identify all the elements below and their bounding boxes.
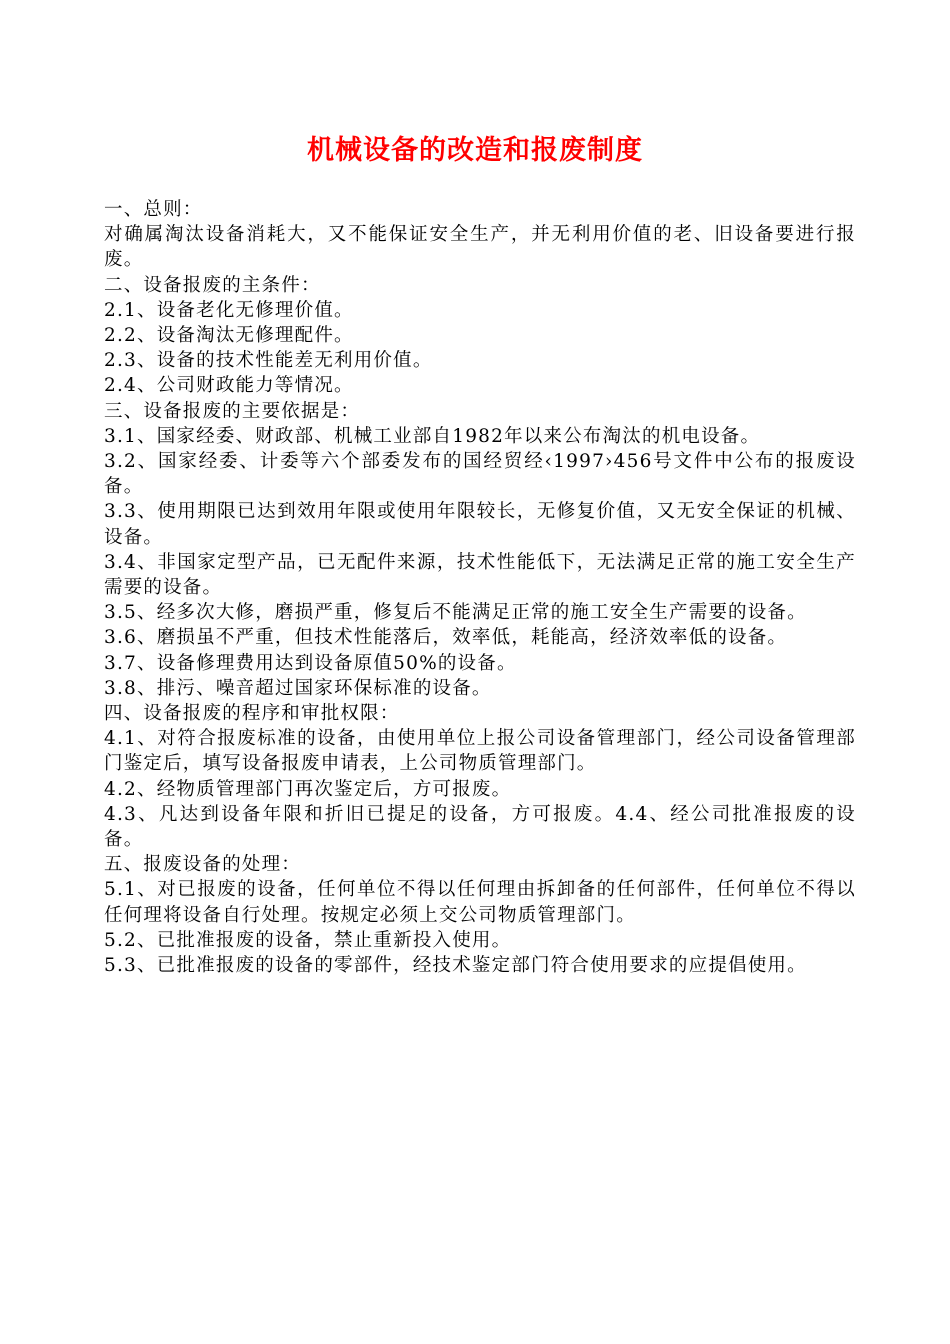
document-title: 机械设备的改造和报废制度 [307,135,643,166]
list-item-5-1: 5.1、对已报废的设备，任何单位不得以任何理由拆卸备的任何部件，任何单位不得以任何理将设备自行处理。按规定必须上交公司物质管理部门。 [104,879,856,926]
document-body [104,197,856,978]
list-item-4-2: 4.2、经物质管理部门再次鉴定后，方可报废。 [104,778,512,800]
section-heading-basis: 三、设备报废的主要依据是： [104,400,361,422]
section-heading-general: 一、总则： [104,199,203,220]
list-item-4-1: 4.1、对符合报废标准的设备，由使用单位上报公司设备管理部门，经公司设备管理部门鉴定后，填写设备报废申请表，上公司物质管理部门。 [104,728,856,775]
list-item-3-6: 3.6、磨损虽不严重，但技术性能落后，效率低，耗能高，经济效率低的设备。 [104,627,788,649]
section-heading-conditions: 二、设备报废的主条件： [104,274,321,296]
section-heading-procedure: 四、设备报废的程序和审批权限： [104,703,400,725]
list-item-2-2: 2.2、设备淘汰无修理配件。 [104,325,354,347]
list-item-3-8: 3.8、排污、噪音超过国家环保标准的设备。 [104,677,492,699]
section-heading-disposal: 五、报废设备的处理： [104,854,302,876]
list-item-5-2: 5.2、已批准报废的设备，禁止重新投入使用。 [104,929,512,951]
list-item-2-3: 2.3、设备的技术性能差无利用价值。 [104,350,433,372]
list-item-2-1: 2.1、设备老化无修理价值。 [104,299,354,321]
list-item-3-2: 3.2、国家经委、计委等六个部委发布的国经贸经‹1997›456号文件中公布的报废设备。 [104,451,856,498]
list-item-3-3: 3.3、使用期限已达到效用年限或使用年限较长，无修复价值，又无安全保证的机械、设备。 [104,501,856,548]
list-item-4-3: 4.3、凡达到设备年限和折旧已提足的设备，方可报废。4.4、经公司批准报废的设备。 [104,803,856,851]
list-item-3-4: 3.4、非国家定型产品，已无配件来源，技术性能低下，无法满足正常的施工安全生产需要的设备。 [104,551,856,599]
list-item-2-4: 2.4、公司财政能力等情况。 [104,375,354,397]
list-item-3-1: 3.1、国家经委、财政部、机械工业部自1982年以来公布淘汰的机电设备。 [104,425,761,447]
paragraph-general: 对确属淘汰设备消耗大，又不能保证安全生产，并无利用价值的老、旧设备要进行报废。 [104,224,856,271]
list-item-5-3: 5.3、已批准报废的设备的零部件，经技术鉴定部门符合使用要求的应提倡使用。 [104,955,807,977]
list-item-3-7: 3.7、设备修理费用达到设备原值50%的设备。 [104,652,517,674]
list-item-3-5: 3.5、经多次大修，磨损严重，修复后不能满足正常的施工安全生产需要的设备。 [104,602,807,624]
